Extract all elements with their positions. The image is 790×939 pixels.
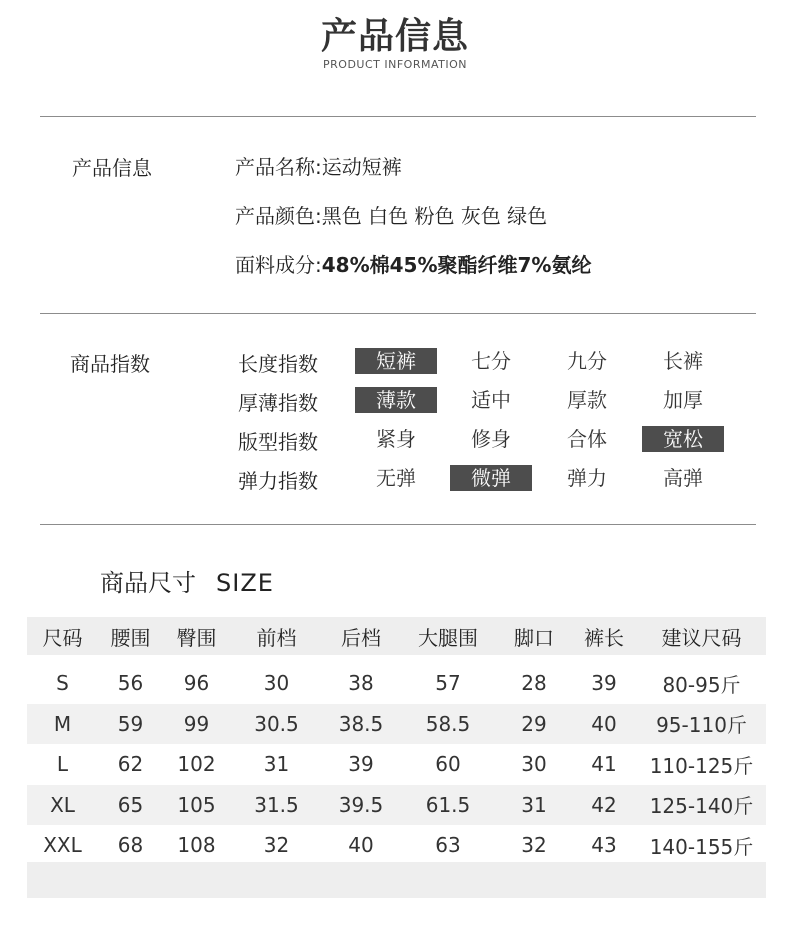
- table-cell: 30.5: [230, 704, 323, 745]
- table-cell: 108: [177, 833, 216, 858]
- table-cell: 29: [497, 704, 571, 745]
- column-header: 腰围: [98, 617, 163, 655]
- column-header: 前档: [230, 617, 323, 655]
- info-value: 黑色 白色 粉色 灰色 绿色: [321, 204, 548, 228]
- index-option: 长裤: [663, 349, 703, 373]
- column-header: 大腿围: [399, 617, 497, 655]
- table-row: [27, 744, 766, 785]
- table-cell: 40: [348, 833, 374, 858]
- table-cell: 42: [571, 785, 637, 826]
- column-header: 臀围: [163, 617, 230, 655]
- info-value: 运动短裤: [321, 155, 402, 179]
- size-title-en: SIZE: [216, 569, 274, 597]
- divider: [40, 313, 756, 314]
- index-option: 宽松: [642, 426, 724, 452]
- table-cell: 30: [521, 752, 547, 777]
- table-cell: 140-155斤: [649, 834, 754, 859]
- size-table: [27, 617, 766, 866]
- table-cell: S: [56, 671, 69, 696]
- table-spacer: [27, 655, 766, 663]
- table-cell: 57: [435, 671, 461, 696]
- index-option: 七分: [471, 349, 511, 373]
- table-footer-band: [27, 862, 766, 898]
- info-key: 产品颜色:: [235, 204, 322, 228]
- table-cell: 65: [98, 785, 163, 826]
- table-cell: 38.5: [323, 704, 399, 745]
- index-option: 薄款: [355, 387, 437, 413]
- table-cell: 61.5: [399, 785, 497, 826]
- table-cell: 62: [117, 752, 144, 777]
- table-cell: 102: [177, 752, 216, 777]
- info-row-fabric: [235, 249, 591, 278]
- table-cell: 96: [183, 671, 210, 696]
- index-option: 高弹: [663, 466, 703, 490]
- table-row: [27, 704, 766, 745]
- info-key: 面料成分:: [235, 253, 322, 277]
- index-row-label: 弹力指数: [238, 469, 318, 493]
- table-cell: 41: [591, 752, 617, 777]
- table-cell: 31.5: [230, 785, 323, 826]
- table-row: [27, 663, 766, 704]
- index-option: 微弹: [450, 465, 532, 491]
- column-header: 尺码: [27, 617, 98, 655]
- info-key: 产品名称:: [235, 155, 322, 179]
- index-row-label: 厚薄指数: [238, 391, 318, 415]
- table-cell: 99: [163, 704, 230, 745]
- table-cell: 105: [163, 785, 230, 826]
- index-option: 无弹: [376, 466, 416, 490]
- column-header: 裤长: [571, 617, 637, 655]
- table-cell: 95-110斤: [637, 704, 766, 745]
- table-cell: 110-125斤: [649, 753, 754, 778]
- table-cell: 68: [117, 833, 144, 858]
- table-cell: 80-95斤: [662, 672, 741, 697]
- index-option: 合体: [567, 427, 607, 451]
- index-option: 加厚: [663, 388, 703, 412]
- info-row-name: [235, 151, 402, 180]
- table-cell: 56: [117, 671, 144, 696]
- index-option: 九分: [567, 349, 607, 373]
- index-option: 修身: [471, 427, 511, 451]
- divider: [40, 116, 756, 117]
- info-row-color: [235, 200, 547, 229]
- table-cell: 40: [571, 704, 637, 745]
- table-cell: 32: [521, 833, 547, 858]
- table-cell: 32: [263, 833, 290, 858]
- size-title-cn: 商品尺寸: [100, 569, 196, 597]
- column-header: 建议尺码: [637, 617, 766, 655]
- table-cell: 39: [348, 752, 374, 777]
- table-cell: 39: [591, 671, 617, 696]
- table-cell: 39.5: [323, 785, 399, 826]
- size-section-title: [100, 563, 274, 598]
- table-cell: L: [56, 752, 69, 777]
- table-cell: 31: [497, 785, 571, 826]
- table-cell: 43: [591, 833, 617, 858]
- table-row: [27, 825, 766, 866]
- table-cell: 38: [348, 671, 374, 696]
- index-option: 紧身: [376, 427, 416, 451]
- column-header: 后档: [323, 617, 399, 655]
- column-header: 脚口: [497, 617, 571, 655]
- table-cell: 59: [98, 704, 163, 745]
- table-cell: 125-140斤: [637, 785, 766, 826]
- table-row: [27, 785, 766, 826]
- index-section-label: 商品指数: [70, 352, 150, 376]
- index-row-label: 版型指数: [238, 430, 318, 454]
- table-cell: M: [27, 704, 98, 745]
- table-cell: 30: [263, 671, 290, 696]
- size-table-header: [27, 617, 766, 655]
- page-title: 产品信息: [320, 16, 469, 57]
- index-row-label: 长度指数: [238, 352, 318, 376]
- table-cell: XL: [27, 785, 98, 826]
- table-cell: 28: [521, 671, 547, 696]
- index-option: 短裤: [355, 348, 437, 374]
- table-cell: 58.5: [399, 704, 497, 745]
- table-cell: 31: [263, 752, 290, 777]
- index-option: 弹力: [567, 466, 607, 490]
- page-subtitle: PRODUCT INFORMATION: [323, 58, 467, 71]
- info-section-label: 产品信息: [72, 156, 152, 180]
- index-option: 适中: [471, 388, 511, 412]
- table-cell: 60: [435, 752, 461, 777]
- table-cell: XXL: [43, 833, 82, 858]
- divider: [40, 524, 756, 525]
- table-cell: 63: [435, 833, 461, 858]
- info-value: 48%棉45%聚酯纤维7%氨纶: [321, 253, 592, 277]
- index-option: 厚款: [567, 388, 607, 412]
